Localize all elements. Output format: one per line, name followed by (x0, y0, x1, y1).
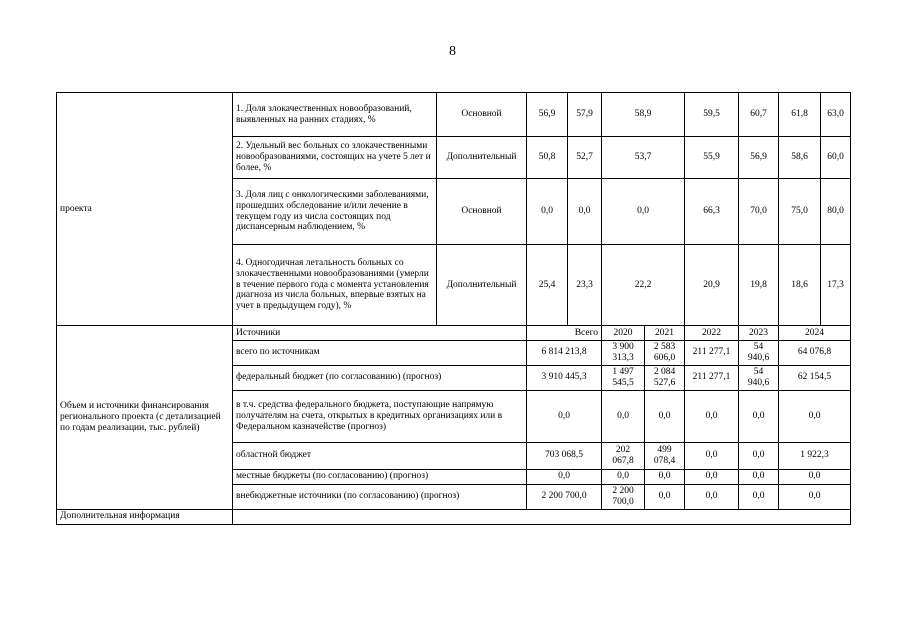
financing-value: 0,0 (779, 390, 851, 442)
indicator-name: 3. Доля лиц с онкологическими заболеваниями, прошедших обследование и/или лечение в текущем году из числа состоящих под диспансерным наблюдением, % (233, 179, 437, 245)
financing-value: 0,0 (739, 442, 779, 469)
financing-value: 0,0 (779, 469, 851, 484)
financing-value: 64 076,8 (779, 341, 851, 366)
additional-info-label: Дополнительная информация (57, 509, 233, 524)
indicator-value: 20,9 (685, 245, 739, 326)
financing-value: 499 078,4 (645, 442, 685, 469)
financing-total: 3 910 445,3 (527, 365, 602, 390)
financing-value: 0,0 (779, 484, 851, 509)
financing-value: 0,0 (685, 469, 739, 484)
indicator-value: 0,0 (602, 179, 685, 245)
financing-value: 0,0 (739, 390, 779, 442)
financing-value: 3 900 313,3 (602, 341, 645, 366)
financing-value: 211 277,1 (685, 365, 739, 390)
financing-value: 62 154,5 (779, 365, 851, 390)
financing-source: федеральный бюджет (по согласованию) (прогноз) (233, 365, 527, 390)
financing-value: 1 497 545,5 (602, 365, 645, 390)
financing-value: 54 940,6 (739, 365, 779, 390)
financing-header-row (57, 326, 851, 341)
indicator-value: 52,7 (568, 137, 602, 179)
financing-value: 0,0 (685, 442, 739, 469)
indicator-value: 80,0 (821, 179, 851, 245)
indicator-value: 17,3 (821, 245, 851, 326)
indicator-base-value: 25,4 (527, 245, 568, 326)
financing-header-total: Всего (527, 326, 602, 341)
financing-total: 0,0 (527, 469, 602, 484)
financing-value: 0,0 (602, 390, 645, 442)
financing-value: 1 922,3 (779, 442, 851, 469)
indicator-value: 23,3 (568, 245, 602, 326)
financing-source: всего по источникам (233, 341, 527, 366)
financing-value: 211 277,1 (685, 341, 739, 366)
financing-total: 6 814 213,8 (527, 341, 602, 366)
financing-value: 2 084 527,6 (645, 365, 685, 390)
indicator-value: 60,0 (821, 137, 851, 179)
financing-value: 0,0 (739, 484, 779, 509)
indicator-type: Дополнительный (437, 245, 527, 326)
financing-value: 0,0 (685, 390, 739, 442)
passport-table (56, 92, 851, 525)
indicator-value: 56,9 (739, 137, 779, 179)
financing-total: 2 200 700,0 (527, 484, 602, 509)
indicator-value: 58,9 (602, 93, 685, 137)
financing-value: 2 200 700,0 (602, 484, 645, 509)
indicator-value: 75,0 (779, 179, 821, 245)
financing-source: внебюджетные источники (по согласованию) (прогноз) (233, 484, 527, 509)
financing-value: 0,0 (645, 469, 685, 484)
indicator-value: 55,9 (685, 137, 739, 179)
indicator-base-value: 50,8 (527, 137, 568, 179)
indicator-value: 0,0 (568, 179, 602, 245)
financing-header-year: 2024 (779, 326, 851, 341)
financing-value: 2 583 606,0 (645, 341, 685, 366)
indicator-type: Основной (437, 93, 527, 137)
indicator-value: 59,5 (685, 93, 739, 137)
financing-value: 202 067,8 (602, 442, 645, 469)
indicator-value: 22,2 (602, 245, 685, 326)
page-number: 8 (449, 44, 456, 59)
financing-value: 0,0 (645, 390, 685, 442)
indicator-type: Основной (437, 179, 527, 245)
indicator-value: 19,8 (739, 245, 779, 326)
indicator-row (57, 93, 851, 137)
financing-header-year: 2023 (739, 326, 779, 341)
financing-value: 0,0 (645, 484, 685, 509)
financing-value: 0,0 (685, 484, 739, 509)
indicator-name: 2. Удельный вес больных со злокачественными новообразованиями, состоящих на учете 5 лет и более, % (233, 137, 437, 179)
financing-source: местные бюджеты (по согласованию) (прогноз) (233, 469, 527, 484)
financing-source: областной бюджет (233, 442, 527, 469)
financing-value: 54 940,6 (739, 341, 779, 366)
financing-header-year: 2022 (685, 326, 739, 341)
financing-section-label: Объем и источники финансирования регионального проекта (с детализацией по годам реализации, тыс. рублей) (57, 326, 233, 510)
indicator-type: Дополнительный (437, 137, 527, 179)
indicator-value: 60,7 (739, 93, 779, 137)
financing-total: 703 068,5 (527, 442, 602, 469)
indicator-base-value: 56,9 (527, 93, 568, 137)
additional-info-value (233, 509, 851, 524)
indicator-value: 63,0 (821, 93, 851, 137)
financing-value: 0,0 (739, 469, 779, 484)
additional-info-row (57, 509, 851, 524)
indicator-value: 61,8 (779, 93, 821, 137)
indicator-value: 58,6 (779, 137, 821, 179)
indicator-value: 66,3 (685, 179, 739, 245)
indicator-name: 4. Одногодичная летальность больных со злокачественными новообразованиями (умерли в течение первого года с момента установления диагноза из числа больных, впервые взятых на учет в предыдущем году), % (233, 245, 437, 326)
indicator-name: 1. Доля злокачественных новообразований, выявленных на ранних стадиях, % (233, 93, 437, 137)
indicator-base-value: 0,0 (527, 179, 568, 245)
financing-header-year: 2021 (645, 326, 685, 341)
indicator-value: 70,0 (739, 179, 779, 245)
indicator-value: 57,9 (568, 93, 602, 137)
indicator-value: 18,6 (779, 245, 821, 326)
financing-header-source: Источники (233, 326, 527, 341)
financing-total: 0,0 (527, 390, 602, 442)
indicator-value: 53,7 (602, 137, 685, 179)
financing-header-year: 2020 (602, 326, 645, 341)
indicators-section-label: проекта (57, 93, 233, 326)
financing-value: 0,0 (602, 469, 645, 484)
financing-source: в т.ч. средства федерального бюджета, поступающие напрямую получателям на счета, открытых в кредитных организациях или в Федеральном казначействе (прогноз) (233, 390, 527, 442)
